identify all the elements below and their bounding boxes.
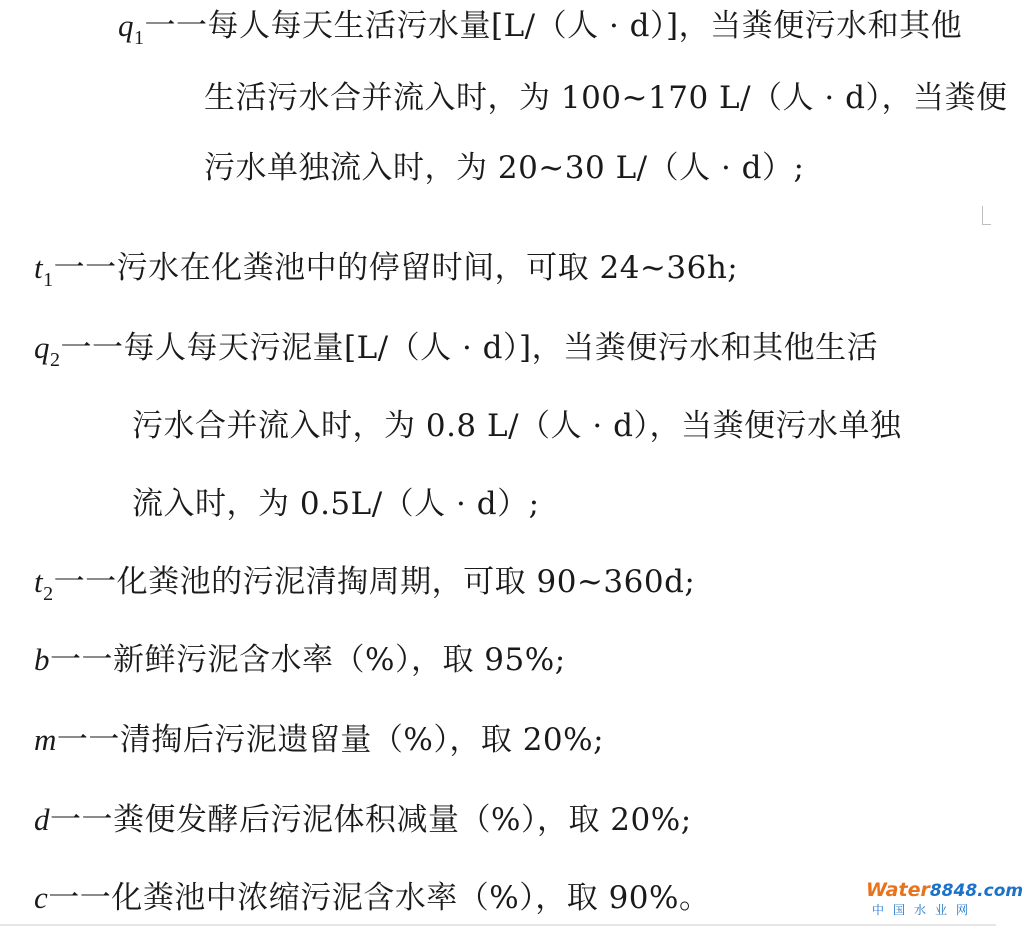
definition-t2	[34, 562, 695, 606]
watermark-cn: 中国水业网	[872, 903, 978, 917]
definition-text: 生活污水合并流入时，为 100~170 L/（人 · d），当粪便	[204, 80, 1008, 116]
definition-q2	[34, 328, 878, 372]
watermark-brand-number: 8848	[929, 881, 978, 901]
subscript: 2	[50, 349, 61, 371]
symbol: c	[34, 880, 49, 915]
definition-text: 一一化粪池的污泥清掏周期，可取 90~360d;	[53, 564, 696, 600]
definition-text: 污水合并流入时，为 0.8 L/（人 · d），当粪便污水单独	[132, 408, 902, 444]
definition-q1-cont-2	[204, 148, 804, 188]
definition-text: 一一污水在化粪池中的停留时间，可取 24~36h;	[53, 250, 739, 286]
definition-q2-cont-1	[132, 406, 901, 446]
subscript: 1	[134, 27, 145, 49]
paragraph-mark	[982, 206, 991, 225]
definition-text: 一一化粪池中浓缩污泥含水率（%），取 90%。	[48, 880, 711, 916]
definition-t1	[34, 248, 738, 292]
symbol: t	[34, 564, 44, 599]
definition-text: 流入时，为 0.5L/（人 · d）;	[132, 486, 540, 522]
symbol: t	[34, 250, 44, 285]
subscript: 2	[43, 583, 54, 605]
definition-d	[34, 800, 692, 840]
symbol: m	[34, 722, 57, 757]
symbol: d	[34, 802, 50, 837]
definition-q2-cont-2	[132, 484, 540, 524]
definition-text: 污水单独流入时，为 20~30 L/（人 · d）;	[204, 150, 805, 186]
symbol: q	[118, 8, 134, 43]
definition-text: 一一新鲜污泥含水率（%），取 95%;	[50, 642, 566, 678]
definition-q1	[118, 6, 962, 50]
symbol: q	[34, 330, 50, 365]
watermark-brand-suffix: .com	[977, 881, 1023, 901]
definition-m	[34, 720, 604, 760]
watermark-logo	[866, 879, 1023, 924]
definition-text: 一一粪便发酵后污泥体积减量（%），取 20%;	[50, 802, 692, 838]
watermark-brand-word: Water	[866, 879, 930, 901]
definition-text: 一一每人每天生活污水量[L/（人 · d）]，当粪便污水和其他	[144, 8, 963, 44]
definition-text: 一一每人每天污泥量[L/（人 · d）]，当粪便污水和其他生活	[60, 330, 879, 366]
symbol: b	[34, 642, 50, 677]
definition-b	[34, 640, 566, 680]
subscript: 1	[43, 269, 54, 291]
definition-q1-cont-1	[204, 78, 1007, 118]
definition-text: 一一清掏后污泥遗留量（%），取 20%;	[56, 722, 605, 758]
watermark-brand	[866, 879, 1023, 901]
definition-c	[34, 878, 710, 918]
